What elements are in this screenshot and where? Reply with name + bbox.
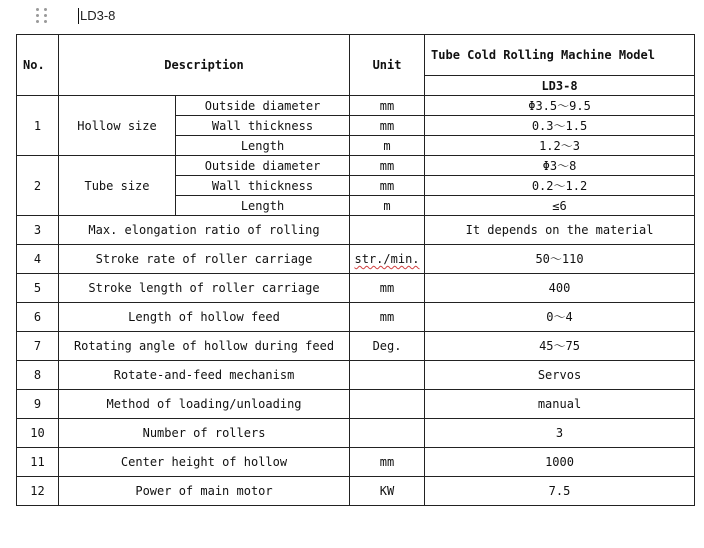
value-cell: 1000 — [425, 448, 695, 477]
row-number: 5 — [17, 274, 59, 303]
table-row — [17, 448, 695, 477]
unit-cell — [350, 245, 425, 274]
description-cell: Center height of hollow — [59, 448, 350, 477]
value-cell: 50～110 — [425, 245, 695, 274]
unit-cell: mm — [350, 448, 425, 477]
table-row — [17, 156, 695, 176]
unit-cell: mm — [350, 156, 425, 176]
row-number: 11 — [17, 448, 59, 477]
row-number: 8 — [17, 361, 59, 390]
unit-cell: m — [350, 196, 425, 216]
unit-cell — [350, 216, 425, 245]
group-name: Tube size — [59, 156, 176, 216]
description-cell: Rotating angle of hollow during feed — [59, 332, 350, 361]
header-description: Description — [59, 35, 350, 96]
table-row — [17, 274, 695, 303]
value-cell: It depends on the material — [425, 216, 695, 245]
row-number: 4 — [17, 245, 59, 274]
table-row — [17, 245, 695, 274]
row-number: 7 — [17, 332, 59, 361]
unit-cell — [350, 390, 425, 419]
header-unit: Unit — [350, 35, 425, 96]
table-row — [17, 361, 695, 390]
value-cell: 400 — [425, 274, 695, 303]
header-no: No. — [17, 35, 59, 96]
unit-cell: mm — [350, 116, 425, 136]
value-cell: 1.2～3 — [425, 136, 695, 156]
header-model: Tube Cold Rolling Machine Model — [425, 35, 695, 76]
row-number: 1 — [17, 96, 59, 156]
value-cell: 3 — [425, 419, 695, 448]
unit-cell: Deg. — [350, 332, 425, 361]
table-row — [17, 332, 695, 361]
sub-item: Wall thickness — [176, 116, 350, 136]
spellcheck-unit-text: str./min. — [354, 252, 420, 266]
group-name: Hollow size — [59, 96, 176, 156]
description-cell: Method of loading/unloading — [59, 390, 350, 419]
description-cell: Max. elongation ratio of rolling — [59, 216, 350, 245]
unit-cell — [350, 361, 425, 390]
table-row — [17, 303, 695, 332]
table-row — [17, 96, 695, 116]
value-cell: 0～4 — [425, 303, 695, 332]
description-cell: Rotate-and-feed mechanism — [59, 361, 350, 390]
sub-item: Wall thickness — [176, 176, 350, 196]
sub-item: Outside diameter — [176, 156, 350, 176]
table-row — [17, 216, 695, 245]
drag-handle-icon[interactable] — [36, 8, 48, 24]
table-header-row — [17, 35, 695, 76]
unit-cell: KW — [350, 477, 425, 506]
value-cell: 45～75 — [425, 332, 695, 361]
value-cell: 7.5 — [425, 477, 695, 506]
unit-cell: m — [350, 136, 425, 156]
value-cell: ≤6 — [425, 196, 695, 216]
unit-cell: mm — [350, 96, 425, 116]
table-row — [17, 477, 695, 506]
description-cell: Stroke length of roller carriage — [59, 274, 350, 303]
header-model-name: LD3-8 — [425, 76, 695, 96]
sub-item: Length — [176, 196, 350, 216]
description-cell: Stroke rate of roller carriage — [59, 245, 350, 274]
value-cell: manual — [425, 390, 695, 419]
row-number: 6 — [17, 303, 59, 332]
row-number: 2 — [17, 156, 59, 216]
value-cell: Servos — [425, 361, 695, 390]
value-cell: Φ3～8 — [425, 156, 695, 176]
document-title[interactable]: LD3-8 — [80, 8, 116, 23]
sub-item: Length — [176, 136, 350, 156]
unit-cell: mm — [350, 274, 425, 303]
description-cell: Number of rollers — [59, 419, 350, 448]
specification-table — [16, 34, 695, 506]
unit-cell — [350, 419, 425, 448]
description-cell: Length of hollow feed — [59, 303, 350, 332]
table-row — [17, 390, 695, 419]
row-number: 3 — [17, 216, 59, 245]
value-cell: 0.3～1.5 — [425, 116, 695, 136]
row-number: 12 — [17, 477, 59, 506]
value-cell: Φ3.5～9.5 — [425, 96, 695, 116]
row-number: 9 — [17, 390, 59, 419]
row-number: 10 — [17, 419, 59, 448]
sub-item: Outside diameter — [176, 96, 350, 116]
table-row — [17, 419, 695, 448]
unit-cell: mm — [350, 303, 425, 332]
unit-cell: mm — [350, 176, 425, 196]
description-cell: Power of main motor — [59, 477, 350, 506]
value-cell: 0.2～1.2 — [425, 176, 695, 196]
